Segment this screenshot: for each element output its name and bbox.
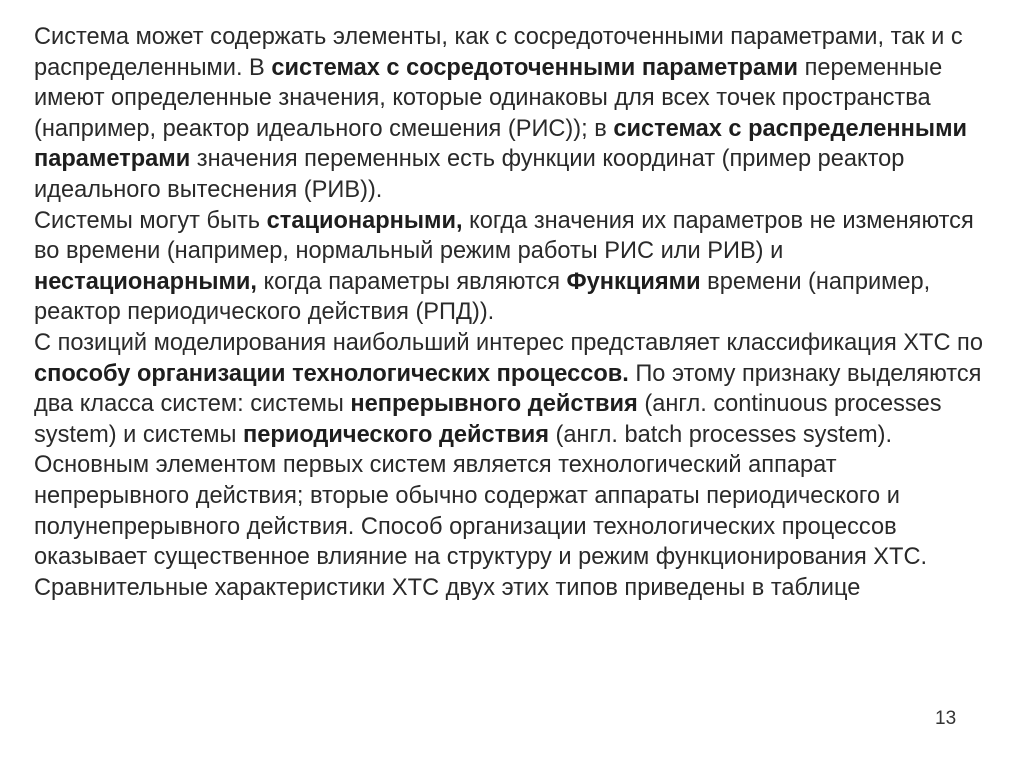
- text-run-bold: системах с сосредоточенными параметрами: [271, 54, 799, 81]
- text-run: По этому признаку выделяются два класса систем: системы: [34, 360, 982, 418]
- text-run: (англ. batch processes system).: [549, 421, 893, 448]
- text-run-bold: нестационарными,: [34, 268, 257, 295]
- slide-body-text: [34, 22, 994, 603]
- text-run-bold: способу организации технологических процессов.: [34, 360, 629, 387]
- text-run: Основным элементом первых систем является технологический аппарат непрерывного действия; вторые обычно содержат аппараты периодического и полунепрерывного действия. Способ организации технологических процессов оказывает существенное влияние на структуру и режим функционирования ХТС. Сравнительные характеристики ХТС двух этих типов приведены в таблице: [34, 452, 928, 601]
- text-run-bold: системах с распределенными параметрами: [34, 115, 968, 173]
- text-run-bold: периодического действия: [243, 421, 549, 448]
- text-run-bold: стационарными,: [266, 207, 463, 234]
- text-run-bold: Функциями: [566, 268, 701, 295]
- text-run: времени (например, реактор периодического действия (РПД)).: [34, 268, 931, 326]
- text-run: Системы могут быть: [34, 207, 267, 234]
- text-run: когда значения их параметров не изменяются во времени (например, нормальный режим работы РИС или РИВ) и: [34, 207, 974, 265]
- paragraph-elements: [34, 450, 994, 603]
- text-run: когда параметры являются: [256, 268, 567, 295]
- page-number: 13: [935, 708, 957, 729]
- text-run: значения переменных есть функции координат (пример реактор идеального вытеснения (РИВ)).: [34, 146, 905, 203]
- text-run: (англ. continuous processes system) и системы: [34, 391, 942, 448]
- text-run: С позиций моделирования наибольший интерес представляет классификация ХТС по: [34, 329, 983, 356]
- paragraph-stationarity: [34, 206, 994, 328]
- text-run: переменные имеют определенные значения, которые одинаковы для всех точек пространства (например, реактор идеального смешения (РИС)); в: [34, 54, 943, 142]
- text-run-bold: непрерывного действия: [350, 391, 638, 418]
- text-run: Система может содержать элементы, как с сосредоточенными параметрами, так и с распределенными. В: [34, 24, 963, 81]
- paragraph-classification: [34, 328, 994, 450]
- paragraph-parameters: [34, 22, 994, 206]
